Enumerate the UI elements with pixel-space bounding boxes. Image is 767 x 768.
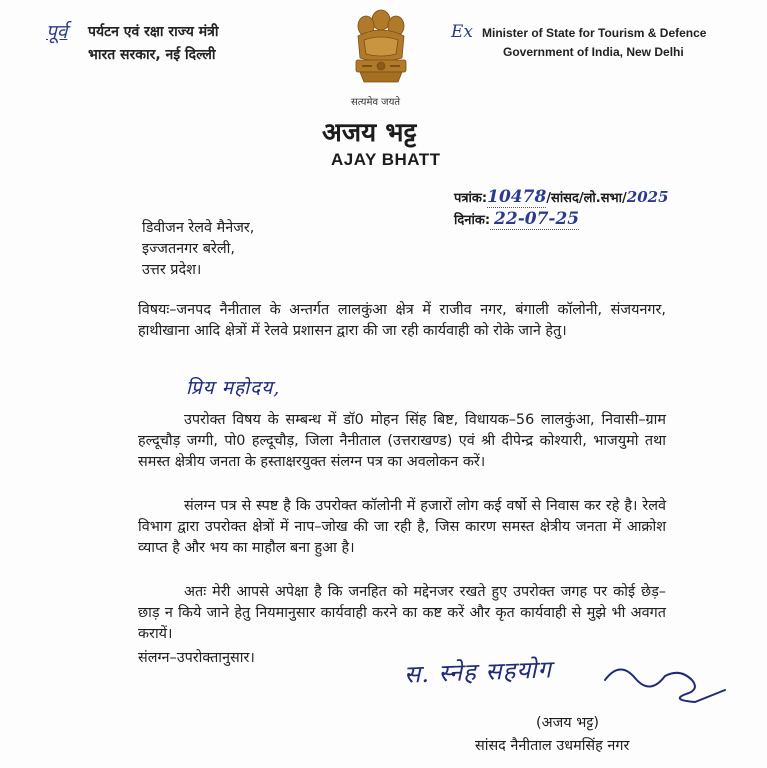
date-label: दिनांक (454, 213, 485, 228)
signatory-name: (अजय भट्ट) (536, 715, 599, 731)
letterhead-left-line1: पर्यटन एवं रक्षा राज्य मंत्री (88, 24, 219, 40)
address-line3: उत्तर प्रदेश। (142, 262, 202, 278)
date-line: दिनांक: 22-07-25 (454, 209, 580, 229)
paragraph-3 (138, 582, 666, 645)
signature-flourish-icon (600, 650, 730, 710)
ex-initial-handwritten: पूर्व (46, 21, 68, 43)
paragraph-1-text: उपरोक्त विषय के सम्बन्ध में डॉ0 मोहन सिंह बिष्ट, विधायक–56 लालकुंआ, निवासी–ग्राम हल्दूचौड़ जग्गी, पो0 हल्दूचौड़, जिला नैनीताल (उत्तराखण्ड) एवं श्री दीपेन्द्र कोश्यारी, भाजयुमो तथा समस्त क्षेत्रीय जनता के हस्ताक्षरयुक्त संलग्न पत्र का अवलोकन करें। (138, 412, 666, 470)
paragraph-2-text: संलग्न पत्र से स्पष्ट है कि उपरोक्त कॉलोनी में हजारों लोग कई वर्षो से निवास कर रहे है। रेलवे विभाग द्वारा उपरोक्त क्षेत्रों में नाप–जोख की जा रही है, जिस कारण समस्त क्षेत्रीय जनता में आक्रोश व्याप्त है और भय का माहौल बना हुआ है। (138, 498, 666, 556)
salutation-handwritten: प्रिय महोदय, (186, 377, 281, 399)
paragraph-1 (138, 410, 666, 473)
emblem-motto: सत्यमेव जयते (351, 97, 401, 108)
reference-label: पत्रांक (454, 191, 482, 206)
letterhead-right-line1: Minister of State for Tourism & Defence (482, 26, 707, 40)
reference-number: 10478 (487, 187, 547, 207)
address-line1: डिवीजन रेलवे मैनेजर, (142, 220, 255, 236)
enclosure-note: संलग्न–उपरोक्तानुसार। (138, 650, 255, 666)
signatory-designation: सांसद नैनीताल उधमसिंह नगर (475, 738, 630, 754)
letterhead-left-line2: भारत सरकार, नई दिल्ली (88, 47, 216, 63)
subject: विषयः–जनपद नैनीताल के अन्तर्गत लालकुंआ क्षेत्र में राजीव नगर, बंगाली कॉलोनी, संजयनगर, हाथीखाना आदि क्षेत्रों में रेलवे प्रशासन द्वारा की जा रही कार्यवाही को रोके जाने हेतु। (138, 302, 666, 339)
letterhead-right-line2: Government of India, New Delhi (503, 45, 684, 59)
ex-prefix-handwritten: Ex (451, 22, 473, 42)
paragraph-3-text: अतः मेरी आपसे अपेक्षा है कि जनहित को मद्देनजर रखते हुए उपरोक्त जगह पर कोई छेड़–छाड़ न किये जाने हेतु नियमानुसार कार्यवाही करने का कष्ट करें और कृत कार्यवाही से मुझे भी अवगत करायें। (138, 584, 666, 642)
paragraph-2 (138, 496, 666, 559)
address-line2: इज्जतनगर बरेली, (142, 241, 235, 257)
reference-year: 2025 (626, 188, 669, 206)
national-emblem-icon (346, 6, 416, 94)
date-value: 22-07-25 (490, 209, 579, 230)
name-english: AJAY BHATT (331, 150, 441, 169)
reference-line: पत्रांक:10478/सांसद/लो.सभा/2025 (454, 187, 669, 207)
name-hindi: अजय भट्ट (322, 118, 417, 148)
signature-handwritten: स. स्नेह सहयोग (403, 655, 553, 689)
reference-suffix: /सांसद/लो.सभा/ (546, 191, 627, 206)
